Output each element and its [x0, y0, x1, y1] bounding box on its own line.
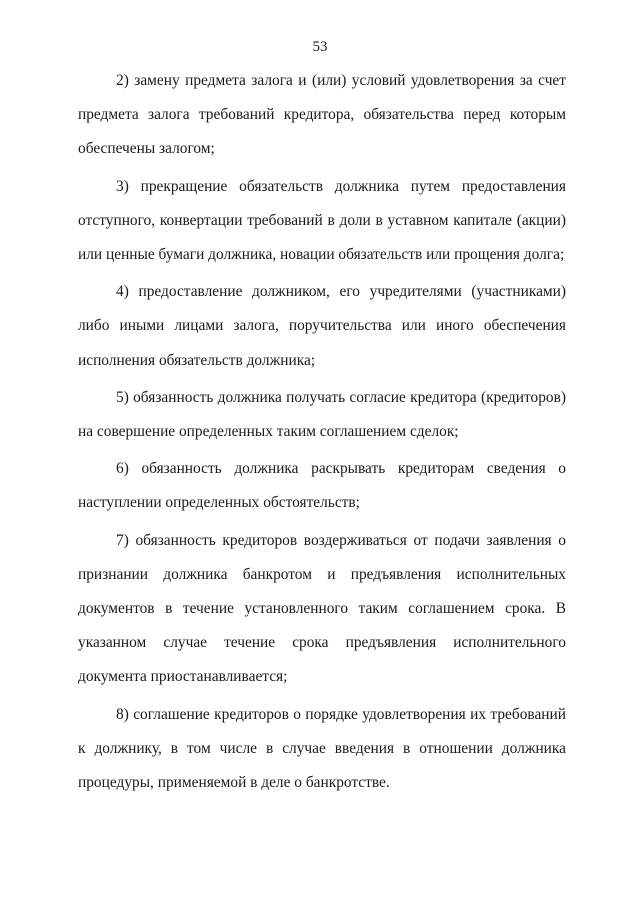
paragraph-item-6: 6) обязанность должника раскрывать кредиторам сведения о наступлении определенных обстоятельств;	[78, 460, 566, 512]
paragraph-item-5: 5) обязанность должника получать согласие кредитора (кредиторов) на совершение определенных таким соглашением сделок;	[78, 388, 566, 441]
paragraph-item-2: 2) замену предмета залога и (или) условий удовлетворения за счет предмета залога требований кредитора, обязательства перед которым обеспечены залогом;	[78, 72, 566, 158]
document-body	[78, 64, 566, 803]
page-number: 53	[312, 39, 328, 55]
paragraph-item-4: 4) предоставление должником, его учредителями (участниками) либо иными лицами залога, поручительства или иного обеспечения исполнения обязательств должника;	[78, 283, 566, 369]
paragraph-item-8: 8) соглашение кредиторов о порядке удовлетворения их требований к должнику, в том числе в случае введения в отношении должника процедуры, применяемой в деле о банкротстве.	[78, 705, 566, 792]
paragraph-item-7: 7) обязанность кредиторов воздерживаться от подачи заявления о признании должника банкротом и предъявления исполнительных документов в течение установленного таким соглашением срока. В указанном случае течение срока предъявления исполнительного документа приостанавливается;	[78, 531, 566, 686]
paragraph-item-3: 3) прекращение обязательств должника путем предоставления отступного, конвертации требований в доли в уставном капитале (акции) или ценные бумаги должника, новации обязательств или прощения долга;	[78, 177, 566, 264]
